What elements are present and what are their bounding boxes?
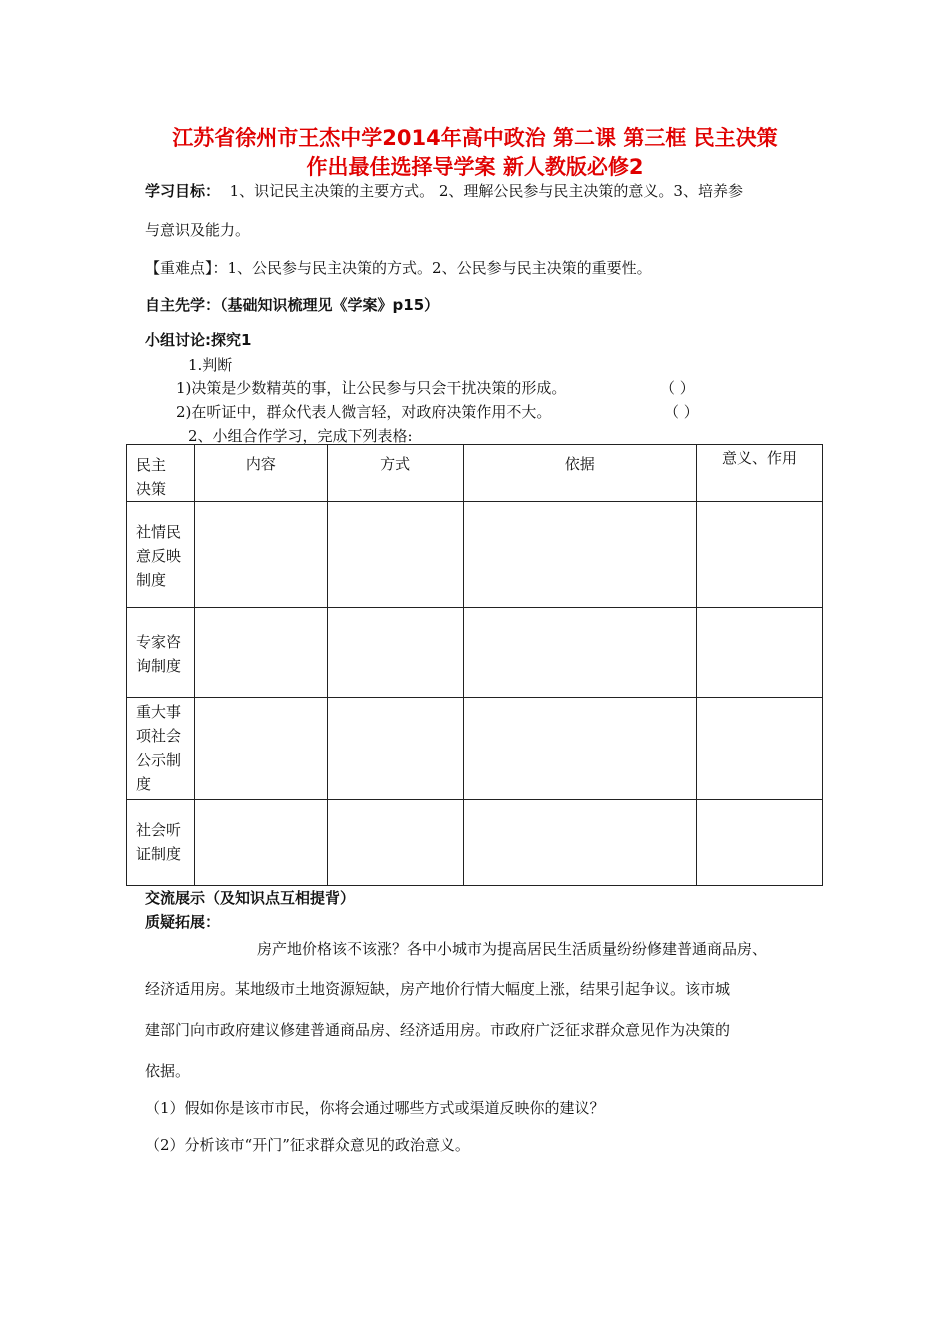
judge-item-1-answer: （ ） [660, 379, 695, 397]
cell-significance[interactable] [697, 698, 823, 800]
cell-significance[interactable] [697, 800, 823, 886]
table-row [127, 608, 823, 698]
cell-basis[interactable] [463, 698, 697, 800]
judge-item-2: 2)在听证中，群众代表人微言轻，对政府决策作用不大。 [176, 403, 552, 421]
question-2: （2）分析该市“开门”征求群众意见的政治意义。 [145, 1136, 470, 1154]
table-header-row [127, 445, 823, 502]
objectives-text-2: 与意识及能力。 [145, 221, 251, 239]
judge-item-2-answer: （ ） [664, 403, 699, 421]
cell-basis[interactable] [463, 608, 697, 698]
judge-item-1: 1)决策是少数精英的事，让公民参与只会干扰决策的形成。 [176, 379, 567, 397]
extension-paragraph-2: 经济适用房。某地级市土地资源短缺，房产地价行情大幅度上涨，结果引起争议。该市城 [145, 980, 731, 998]
self-study [145, 294, 439, 315]
row-label-public-hearing: 社会听 证制度 [127, 800, 195, 886]
header-basis: 依据 [463, 445, 697, 502]
doc-title-line-1: 江苏省徐州市王杰中学2014年高中政治 第二课 第三框 民主决策 [172, 126, 778, 150]
exchange-heading: 交流展示（及知识点互相提背） [145, 889, 356, 907]
cell-significance[interactable] [697, 502, 823, 608]
header-significance: 意义、作用 [697, 445, 823, 502]
objectives-text-1: 1、识记民主决策的主要方式。 2、理解公民参与民主决策的意义。3、培养参 [229, 182, 743, 200]
group-discussion-heading: 小组讨论:探究1 [145, 331, 252, 349]
row-label-public-announcement: 重大事 项社会 公示制 度 [127, 698, 195, 800]
header-method: 方式 [327, 445, 463, 502]
cell-significance[interactable] [697, 608, 823, 698]
extension-label: 质疑拓展： [145, 913, 221, 931]
question-1: （1）假如你是该市市民，你将会通过哪些方式或渠道反映你的建议？ [145, 1099, 605, 1117]
cell-basis[interactable] [463, 502, 697, 608]
header-decision: 民主 决策 [127, 445, 195, 502]
cell-method[interactable] [327, 502, 463, 608]
doc-title-line-2: 作出最佳选择导学案 新人教版必修2 [306, 155, 644, 179]
row-label-public-opinion: 社情民 意反映 制度 [127, 502, 195, 608]
table-row [127, 502, 823, 608]
self-study-text: （基础知识梳理见《学案》p15） [220, 296, 440, 314]
judge-heading: 1.判断 [188, 356, 233, 374]
cell-method[interactable] [327, 698, 463, 800]
table-intro: 2、小组合作学习，完成下列表格: [188, 427, 413, 445]
table-row [127, 800, 823, 886]
cell-basis[interactable] [463, 800, 697, 886]
header-content: 内容 [194, 445, 327, 502]
extension-paragraph-1: 房产地价格该不该涨？各中小城市为提高居民生活质量纷纷修建普通商品房、 [257, 940, 768, 958]
decision-table [126, 444, 823, 886]
key-points: 【重难点】：1、公民参与民主决策的方式。2、公民参与民主决策的重要性。 [145, 259, 652, 277]
table-row [127, 698, 823, 800]
cell-method[interactable] [327, 608, 463, 698]
objectives-label: 学习目标： [145, 182, 221, 200]
cell-content[interactable] [194, 608, 327, 698]
cell-content[interactable] [194, 698, 327, 800]
cell-content[interactable] [194, 800, 327, 886]
objectives-line-1 [145, 180, 743, 201]
self-study-label: 自主先学： [145, 296, 221, 314]
extension-paragraph-4: 依据。 [145, 1062, 191, 1080]
row-label-expert-consultation: 专家咨 询制度 [127, 608, 195, 698]
extension-paragraph-3: 建部门向市政府建议修建普通商品房、经济适用房。市政府广泛征求群众意见作为决策的 [145, 1021, 731, 1039]
cell-content[interactable] [194, 502, 327, 608]
cell-method[interactable] [327, 800, 463, 886]
